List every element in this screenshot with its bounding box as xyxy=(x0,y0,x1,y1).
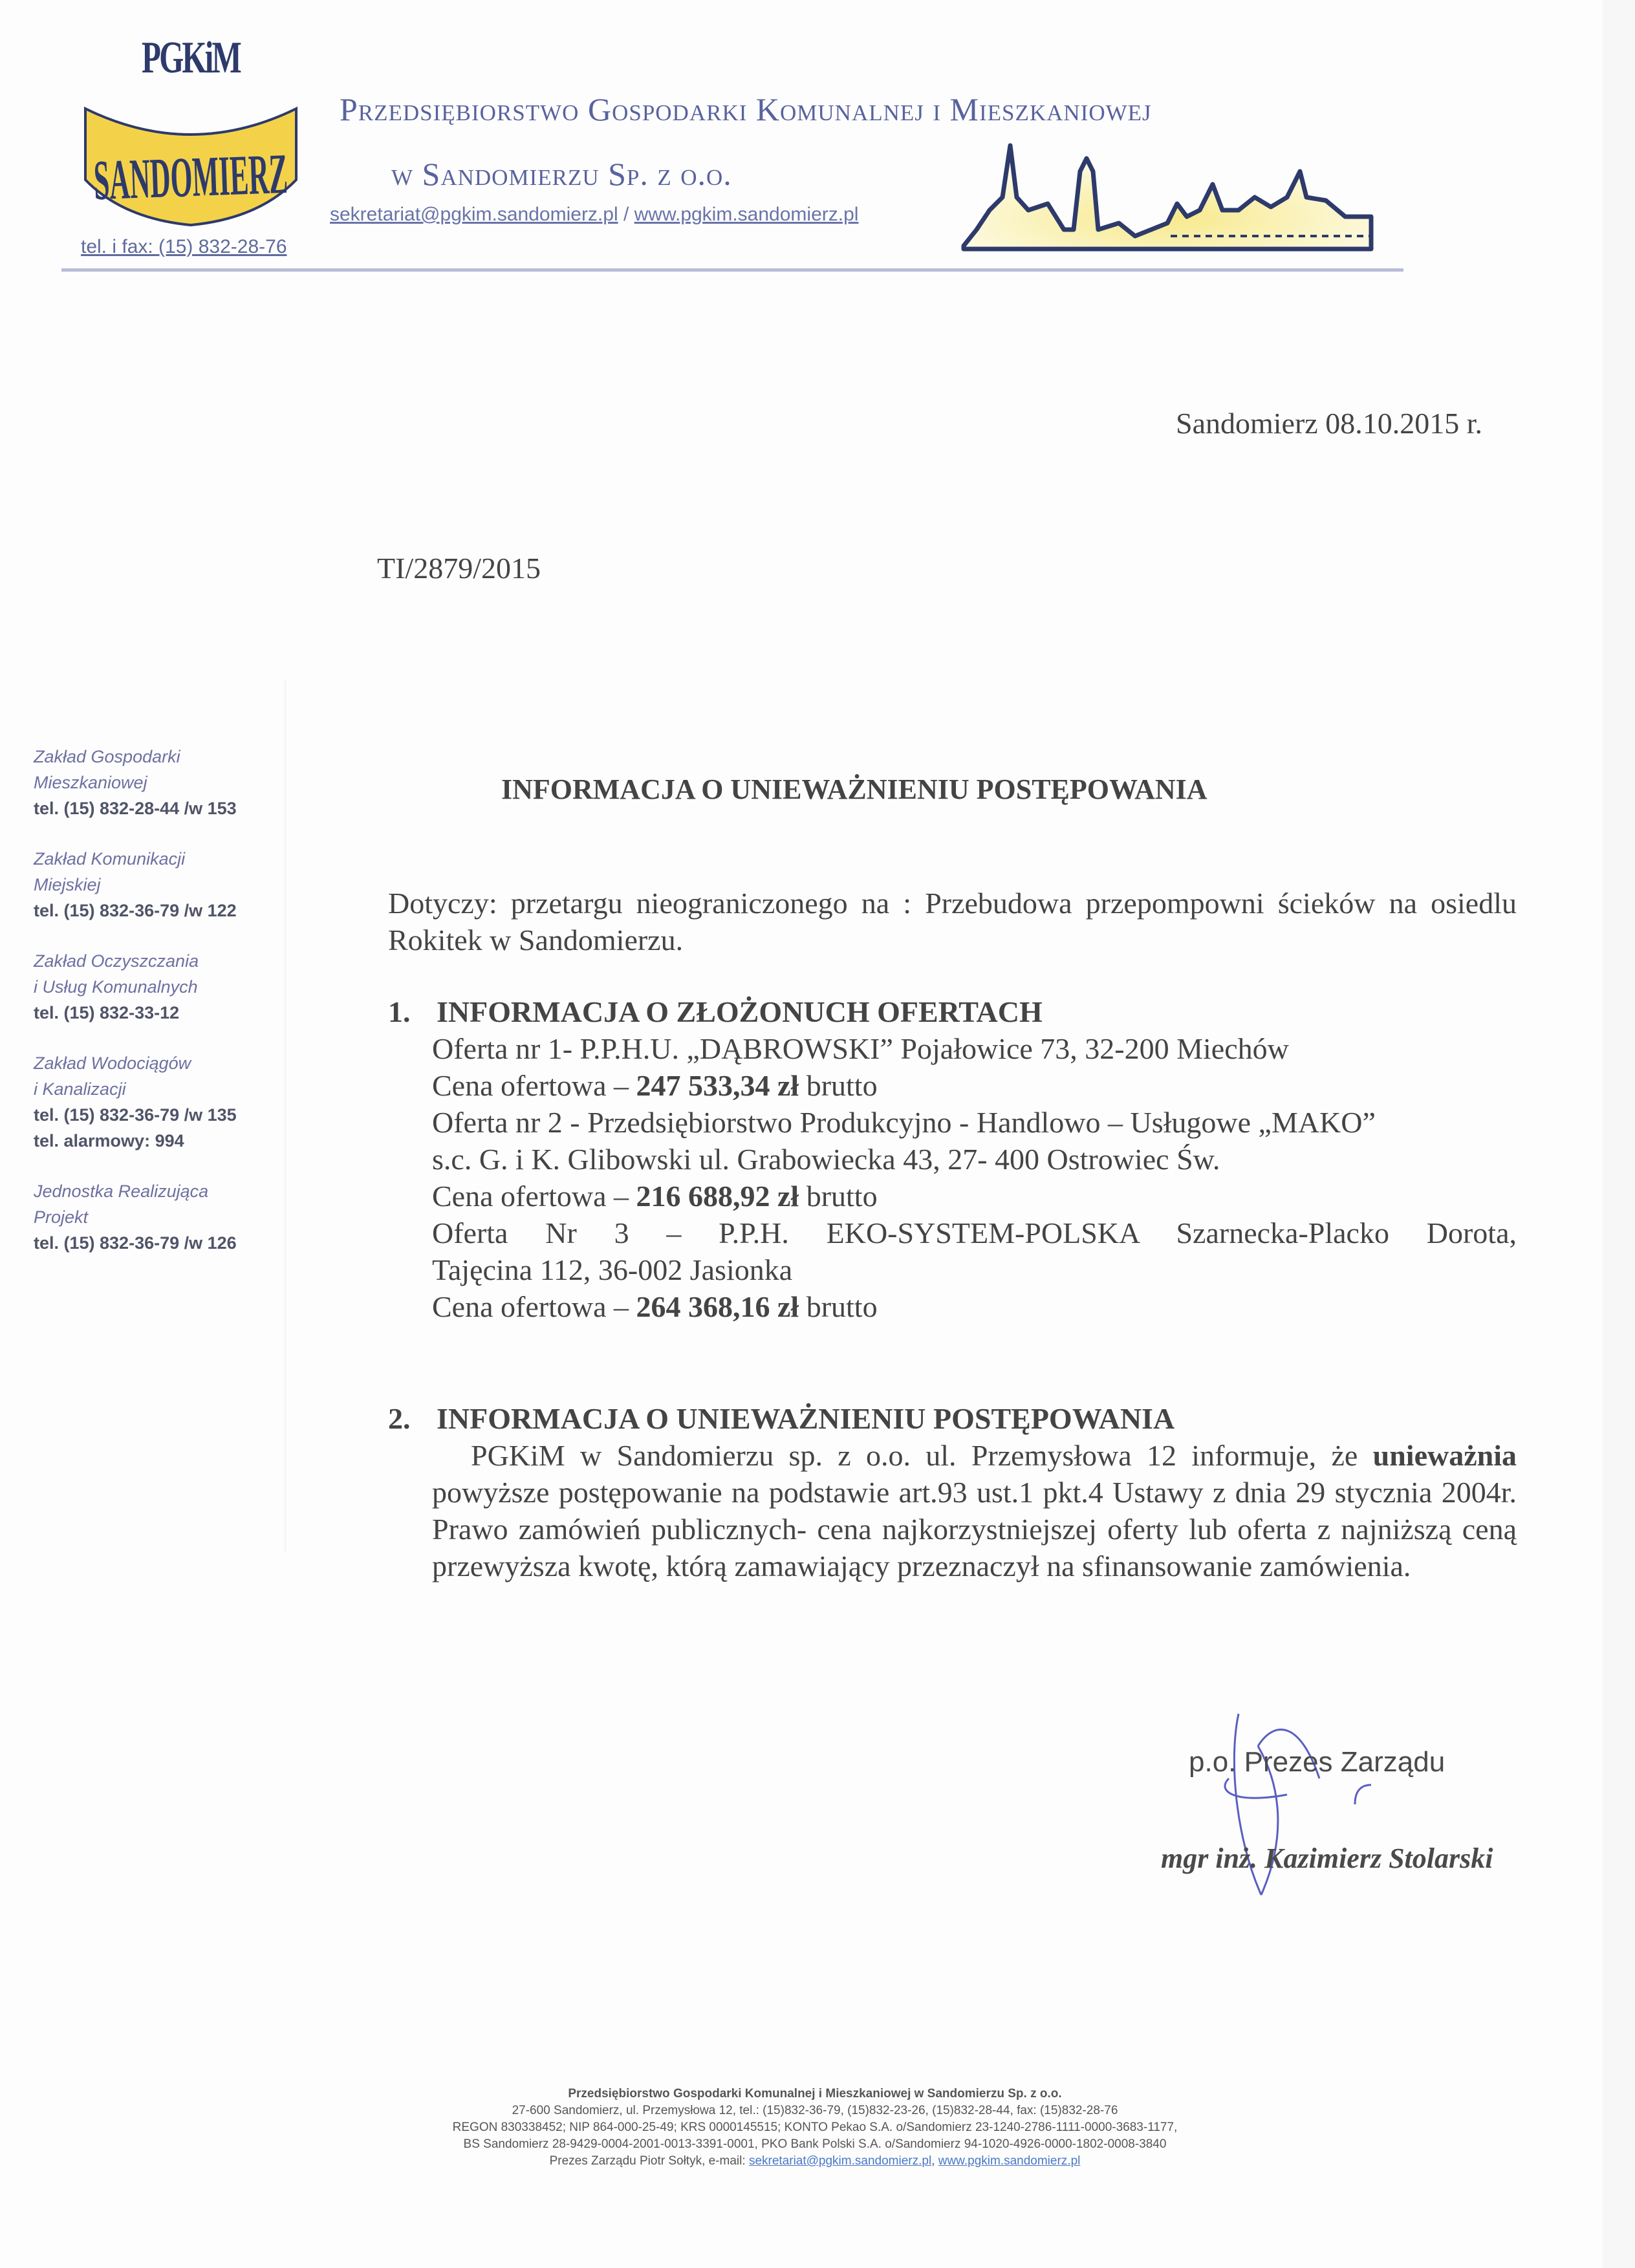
company-logo xyxy=(78,32,304,226)
section-number: 1. xyxy=(388,995,411,1028)
footer-separator: , xyxy=(931,2154,938,2168)
logo-shield-icon xyxy=(78,70,304,225)
logo-text: PGKiM xyxy=(141,33,241,83)
paragraph-emphasis: unieważnia xyxy=(1372,1439,1517,1472)
signatory-role: p.o. Prezes Zarządu xyxy=(1189,1746,1446,1778)
header-contact xyxy=(330,204,858,226)
header-divider xyxy=(61,268,1403,272)
section-title: INFORMACJA O ZŁOŻONUCH OFERTACH xyxy=(437,995,1043,1028)
department-name: Zakład Oczyszczania xyxy=(34,951,199,971)
offer-item xyxy=(388,1104,1517,1215)
department-phone: tel. (15) 832-36-79 /w 126 xyxy=(34,1233,237,1253)
paragraph-text: powyższe postępowanie na podstawie art.93 ust.1 pkt.4 Ustawy z dnia 29 stycznia 2004r. Prawo zamówień publicznych- cena najkorzystniejszej oferty lub oferta z najniższą ceną przewyższa kwotę, którą zamawiający przeznaczył na sfinansowanie zamówienia. xyxy=(432,1476,1517,1582)
company-name-line1: Przedsiębiorstwo Gospodarki Komunalnej i Mieszkaniowej xyxy=(340,91,1152,127)
price-suffix: brutto xyxy=(799,1180,878,1213)
footer-president: Prezes Zarządu Piotr Sołtyk, e-mail: xyxy=(549,2154,749,2168)
document-title: INFORMACJA O UNIEWAŻNIENIU POSTĘPOWANIA xyxy=(501,773,1207,805)
footer-company: Przedsiębiorstwo Gospodarki Komunalnej i Mieszkaniowej w Sandomierzu Sp. z o.o. xyxy=(568,2087,1062,2101)
offer-item xyxy=(388,1215,1517,1325)
department-phone: tel. (15) 832-33-12 xyxy=(34,1003,180,1022)
department-name: Projekt xyxy=(34,1207,89,1227)
page-footer xyxy=(323,2086,1306,2170)
department-list xyxy=(34,744,279,1280)
department-name: Zakład Komunikacji xyxy=(34,849,186,869)
offer-description: Oferta nr 1- P.P.H.U. „DĄBROWSKI” Pojałowice 73, 32-200 Miechów xyxy=(432,1032,1289,1065)
paragraph-text: PGKiM w Sandomierzu sp. z o.o. ul. Przemysłowa 12 informuje, że xyxy=(471,1439,1373,1472)
section-cancellation xyxy=(388,1400,1517,1584)
price-suffix: brutto xyxy=(799,1290,878,1323)
price-label: Cena ofertowa – xyxy=(432,1180,636,1213)
footer-registry: REGON 830338452; NIP 864-000-25-49; KRS 0000145515; KONTO Pekao S.A. o/Sandomierz 23-1240-2786-1111-0000-3683-1177, xyxy=(452,2121,1178,2134)
footer-website-link[interactable]: www.pgkim.sandomierz.pl xyxy=(938,2154,1081,2168)
sidebar-divider xyxy=(285,679,286,1552)
department-emergency-phone: tel. alarmowy: 994 xyxy=(34,1131,184,1150)
department-item xyxy=(34,948,279,1026)
offer-price-line xyxy=(432,1288,1517,1325)
department-item xyxy=(34,1178,279,1256)
department-name: Zakład Wodociągów xyxy=(34,1053,191,1073)
department-name: Zakład Gospodarki xyxy=(34,747,180,766)
sandomierz-skyline-icon xyxy=(957,133,1416,262)
signatory-name: mgr inż. Kazimierz Stolarski xyxy=(1161,1842,1493,1874)
department-name: i Kanalizacji xyxy=(34,1079,126,1099)
offer-price: 247 533,34 zł xyxy=(636,1069,799,1102)
section-heading xyxy=(388,993,1517,1030)
department-item xyxy=(34,744,279,821)
price-label: Cena ofertowa – xyxy=(432,1069,636,1102)
section-offers xyxy=(388,993,1517,1325)
offer-price-line xyxy=(432,1178,1517,1215)
department-name: Jednostka Realizująca xyxy=(34,1182,209,1201)
footer-bank: BS Sandomierz 28-9429-0004-2001-0013-3391-0001, PKO Bank Polski S.A. o/Sandomierz 94-1020-4926-0000-1802-0008-3840 xyxy=(463,2137,1167,2151)
department-name: Miejskiej xyxy=(34,875,101,894)
svg-text:SANDOMIERZ xyxy=(92,143,288,212)
department-phone: tel. (15) 832-36-79 /w 122 xyxy=(34,901,237,920)
department-name: i Usług Komunalnych xyxy=(34,977,198,997)
header-email-link[interactable]: sekretariat@pgkim.sandomierz.pl xyxy=(330,204,618,225)
price-suffix: brutto xyxy=(799,1069,878,1102)
department-item xyxy=(34,1050,279,1154)
header-website-link[interactable]: www.pgkim.sandomierz.pl xyxy=(634,204,859,225)
department-phone: tel. (15) 832-28-44 /w 153 xyxy=(34,799,237,818)
department-name: Mieszkaniowej xyxy=(34,773,147,792)
offer-item xyxy=(388,1030,1517,1104)
header-tel-fax: tel. i fax: (15) 832-28-76 xyxy=(81,236,287,257)
department-item xyxy=(34,846,279,923)
section-heading xyxy=(388,1400,1517,1437)
document-date: Sandomierz 08.10.2015 r. xyxy=(1176,407,1482,440)
section-title: INFORMACJA O UNIEWAŻNIENIU POSTĘPOWANIA xyxy=(437,1402,1175,1435)
department-phone: tel. (15) 832-36-79 /w 135 xyxy=(34,1105,237,1125)
offer-description: Oferta nr 2 - Przedsiębiorstwo Produkcyjno - Handlowo – Usługowe „MAKO” xyxy=(432,1106,1376,1139)
company-name-line2: w Sandomierzu Sp. z o.o. xyxy=(391,156,732,192)
offer-price: 216 688,92 zł xyxy=(636,1180,799,1213)
footer-contact xyxy=(323,2153,1306,2170)
document-reference: TI/2879/2015 xyxy=(377,552,541,585)
header-separator: / xyxy=(618,204,634,225)
scan-edge xyxy=(1603,0,1635,2268)
cancellation-paragraph xyxy=(388,1437,1517,1584)
offer-price-line xyxy=(432,1067,1517,1104)
regarding-paragraph: Dotyczy: przetargu nieograniczonego na : Przebudowa przepompowni ścieków na osiedlu Rokitek w Sandomierzu. xyxy=(388,887,1517,956)
offer-description: Oferta Nr 3 – P.P.H. EKO-SYSTEM-POLSKA Szarnecka-Placko Dorota, xyxy=(432,1216,1517,1249)
price-label: Cena ofertowa – xyxy=(432,1290,636,1323)
offer-description: s.c. G. i K. Glibowski ul. Grabowiecka 43, 27- 400 Ostrowiec Św. xyxy=(432,1143,1220,1176)
section-number: 2. xyxy=(388,1402,411,1435)
footer-email-link[interactable]: sekretariat@pgkim.sandomierz.pl xyxy=(748,2154,932,2168)
footer-address: 27-600 Sandomierz, ul. Przemysłowa 12, tel.: (15)832-36-79, (15)832-23-26, (15)832-28-44, fax: (15)832-28-76 xyxy=(512,2104,1118,2117)
offer-description: Tajęcina 112, 36-002 Jasionka xyxy=(432,1253,793,1286)
offer-price: 264 368,16 zł xyxy=(636,1290,799,1323)
